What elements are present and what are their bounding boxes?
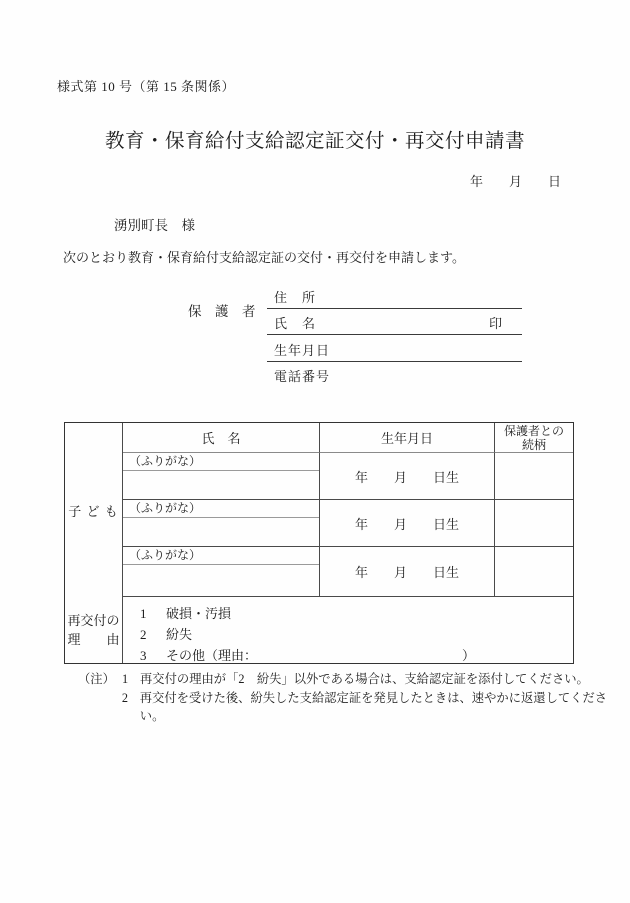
reason-option-other [140,645,475,666]
guardian-address-line [267,282,522,309]
application-statement: 次のとおり教育・保育給付支給認定証の交付・再交付を申請します。 [63,250,465,265]
guardian-birthdate-label: 生年月日 [274,342,331,358]
child-1-name-cell [123,453,320,500]
seal-mark: 印 [488,316,502,331]
child-3-furigana-label: （ふりがな） [123,547,319,565]
note-2 [78,689,630,726]
reason-option-lost [140,624,573,645]
reissue-reason-options [123,597,573,663]
child-1-birthdate-cell: 年 月 日生 [320,453,495,500]
reason-option-2-number: 2 [140,627,147,642]
form-title: 教育・保育給付支給認定証交付・再交付申請書 [104,131,525,152]
child-2-name-cell [123,500,320,547]
column-header-relationship [495,423,573,453]
guardian-phone-label: 電話番号 [274,369,331,384]
reissue-reason-label [65,597,123,663]
note-2-text: 再交付を受けた後、紛失した支給認定証を発見したときは、速やかに返還してください。 [139,690,608,723]
date-line: 年 月 日 [470,174,562,189]
note-1-number: 1 [122,672,129,686]
reissue-reason-label-line1: 再交付の [67,613,120,628]
guardian-birthdate-line [267,335,522,362]
note-prefix: （注） [78,672,115,686]
guardian-fields [267,282,522,387]
note-2-prefix-spacer [78,689,122,726]
form-number: 様式第 10 号（第 15 条関係） [57,79,236,94]
child-1-relationship-cell [495,453,573,500]
note-2-number: 2 [121,690,128,705]
children-table [64,422,574,664]
reason-option-3-text: その他（理由： [166,648,258,663]
child-3-relationship-cell [495,547,573,597]
column-header-name: 氏 名 [123,423,320,453]
guardian-name-label: 氏 名 [274,316,317,331]
child-3-birthdate-cell: 年 月 日生 [320,547,495,597]
child-3-name-cell [123,547,320,597]
reason-option-damaged [140,603,573,624]
reissue-reason-label-line2: 理 由 [67,632,120,647]
child-2-relationship-cell [495,500,573,547]
children-row-label: 子 ど も [65,423,123,597]
addressee: 湧別町長 様 [114,218,195,233]
column-header-birthdate: 生年月日 [320,423,495,453]
note-1-text: 再交付の理由が「2 紛失」以外である場合は、支給認定証を添付してください。 [140,672,589,686]
reason-option-3-close-paren: ） [461,648,475,663]
reason-option-1-number: 1 [140,606,147,621]
reason-option-1-text: 破損・汚損 [166,606,232,621]
reason-option-3-number: 3 [140,648,147,663]
guardian-label: 保 護 者 [188,304,256,319]
child-2-birthdate-cell: 年 月 日生 [320,500,495,547]
notes-section [78,670,630,726]
guardian-name-line [267,309,522,336]
relationship-header-line1: 保護者との [503,423,564,438]
guardian-address-label: 住 所 [274,289,317,305]
child-1-furigana-label: （ふりがな） [123,453,319,471]
note-1 [78,670,630,689]
child-2-furigana-label: （ふりがな） [123,500,319,518]
guardian-phone-line [267,362,522,388]
relationship-header-line2: 続柄 [521,437,546,452]
reason-option-2-text: 紛失 [166,627,193,642]
